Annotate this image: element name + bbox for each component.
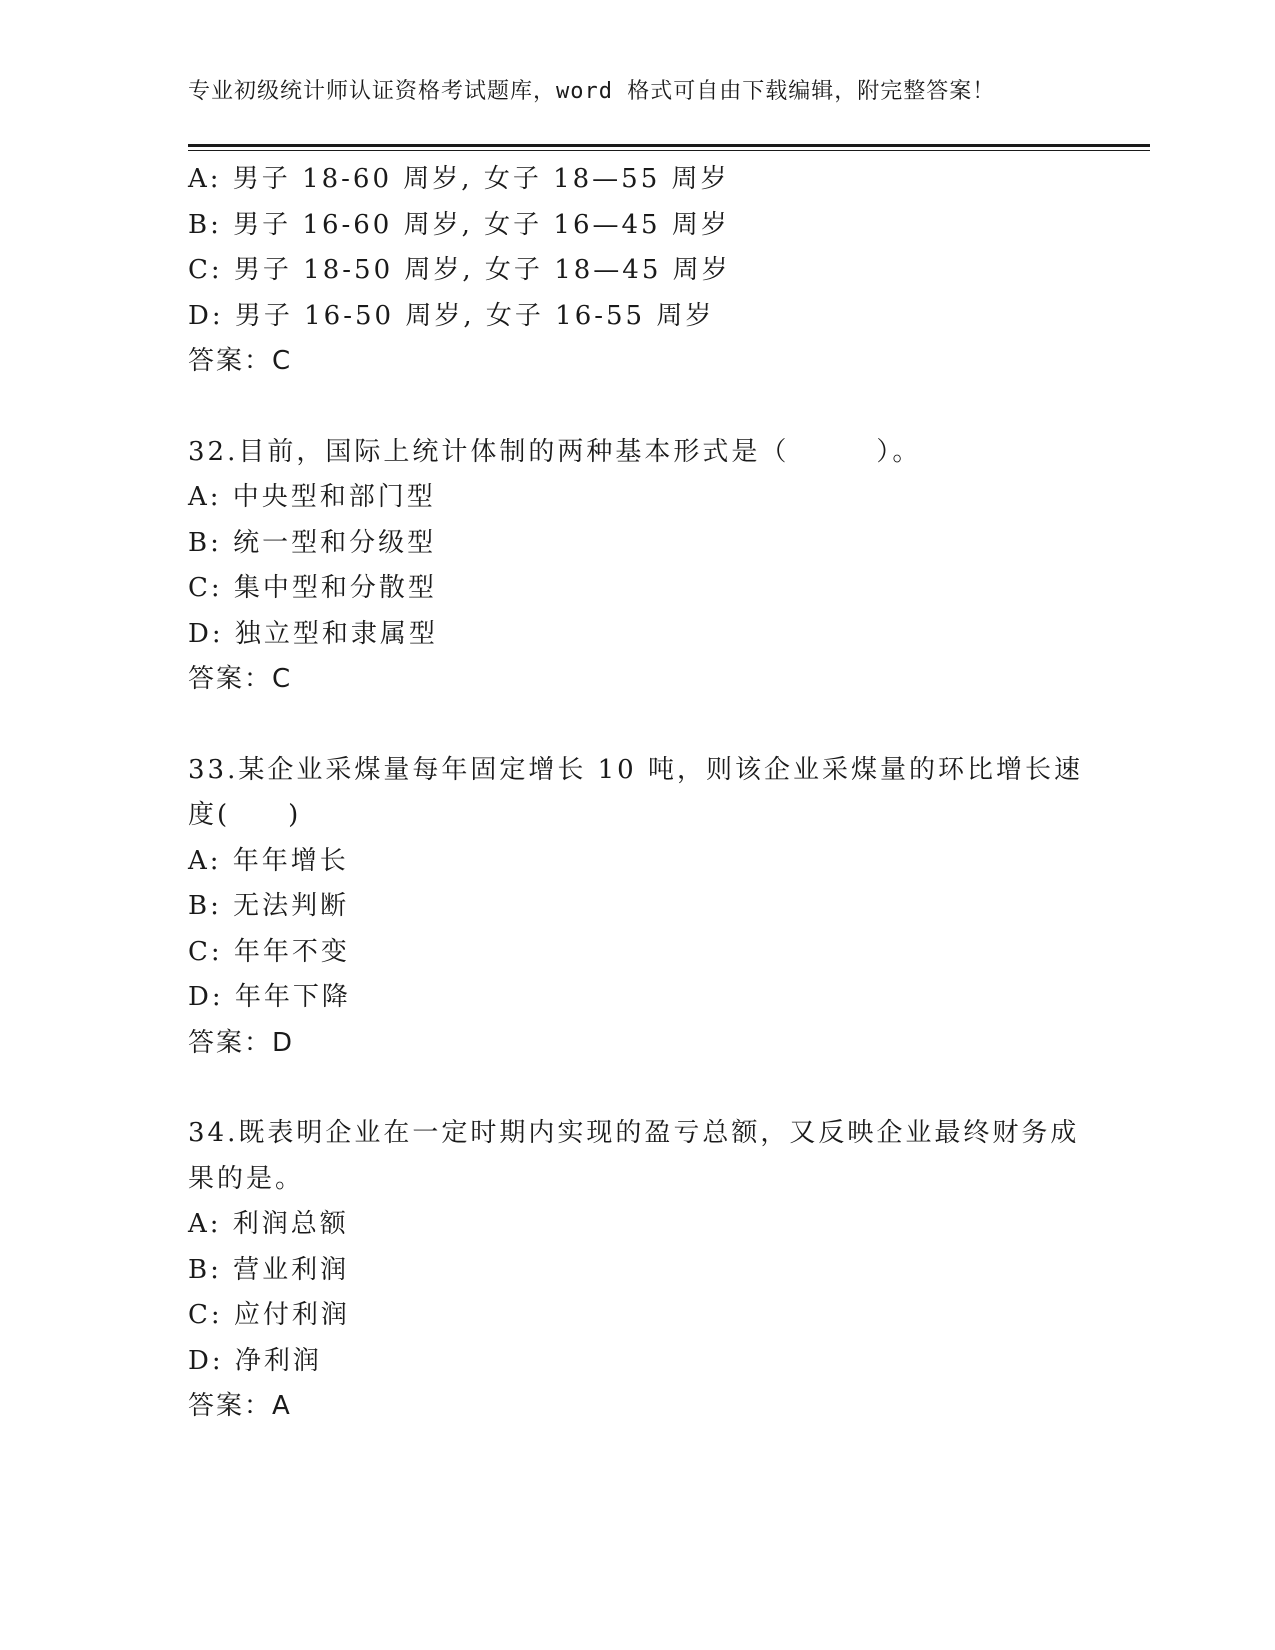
spacer bbox=[188, 1066, 1088, 1111]
question-list bbox=[188, 157, 1088, 1430]
spacer bbox=[188, 385, 1088, 430]
page-header: 专业初级统计师认证资格考试题库，word 格式可自由下载编辑，附完整答案！ bbox=[188, 79, 996, 104]
option-a: A: 中央型和部门型 bbox=[188, 482, 436, 512]
option-a: A: 年年增长 bbox=[188, 845, 349, 876]
option-b: B: 营业利润 bbox=[188, 1254, 350, 1285]
option-b: B: 统一型和分级型 bbox=[188, 527, 437, 558]
option-d: D: 独立型和隶属型 bbox=[188, 618, 438, 649]
spacer bbox=[188, 703, 1088, 748]
question-stem-line-1: 34.既表明企业在一定时期内实现的盈亏总额，又反映企业最终财务成 bbox=[188, 1118, 1080, 1148]
option-b: B: 男子 16-60 周岁, 女子 16—45 周岁 bbox=[188, 209, 730, 240]
question-33 bbox=[188, 748, 1088, 1067]
option-d: D: 男子 16-50 周岁, 女子 16-55 周岁 bbox=[188, 300, 715, 331]
option-c: C: 男子 18-50 周岁, 女子 18—45 周岁 bbox=[188, 255, 731, 285]
question-stem-line-1: 33.某企业采煤量每年固定增长 10 吨，则该企业采煤量的环比增长速 bbox=[188, 754, 1083, 785]
header-rule-thin bbox=[188, 150, 1150, 151]
answer: 答案：C bbox=[188, 346, 293, 376]
option-a: A: 利润总额 bbox=[188, 1209, 349, 1239]
answer: 答案：C bbox=[188, 664, 293, 694]
option-d: D: 净利润 bbox=[188, 1345, 322, 1376]
question-stem-line-2: 度( ) bbox=[188, 800, 302, 830]
header-rule-thick bbox=[188, 144, 1150, 147]
question-stem: 32.目前，国际上统计体制的两种基本形式是（ ）。 bbox=[188, 436, 922, 467]
question-stem-line-2: 果的是。 bbox=[188, 1163, 305, 1194]
option-d: D: 年年下降 bbox=[188, 982, 351, 1012]
option-c: C: 年年不变 bbox=[188, 936, 350, 967]
answer: 答案：D bbox=[188, 1027, 295, 1058]
question-31 bbox=[188, 157, 1088, 385]
option-c: C: 集中型和分散型 bbox=[188, 573, 437, 603]
option-b: B: 无法判断 bbox=[188, 891, 350, 921]
question-32 bbox=[188, 430, 1088, 703]
option-c: C: 应付利润 bbox=[188, 1300, 350, 1330]
option-a: A: 男子 18-60 周岁, 女子 18—55 周岁 bbox=[188, 164, 730, 194]
answer: 答案：A bbox=[188, 1391, 292, 1421]
question-34 bbox=[188, 1111, 1088, 1430]
